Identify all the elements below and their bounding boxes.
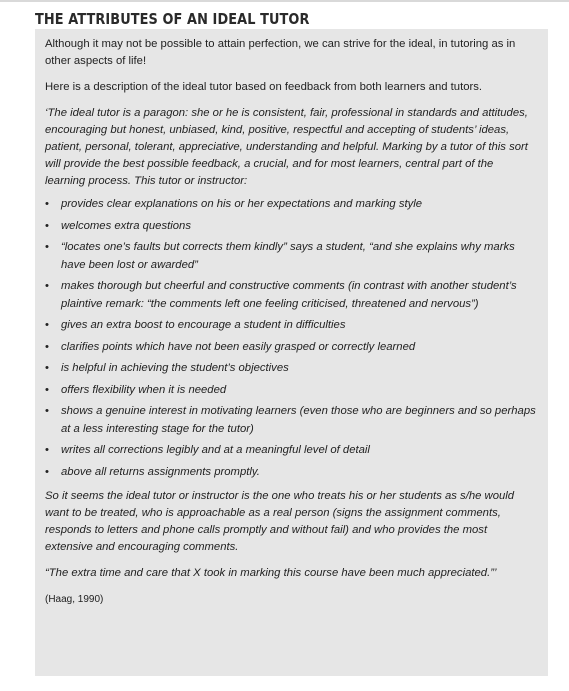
list-item <box>45 442 536 460</box>
list-item <box>45 339 536 357</box>
description-paragraph: Here is a description of the ideal tutor based on feedback from both learners and tutors. <box>45 81 483 93</box>
list-item <box>45 403 536 438</box>
bullet-icon: • <box>45 405 49 417</box>
citation: (Haag, 1990) <box>45 594 104 605</box>
content-box <box>35 29 548 676</box>
attribute-list <box>45 196 536 481</box>
bullet-icon: • <box>45 465 49 478</box>
conclusion-paragraph: So it seems the ideal tutor or instructor is the one who treats his or her students as s/he would want to be treated, who is approachable as a real person (signs the assignment comments, responds to letters and phone calls promptly and without fail) and who provides the most extensive and encouraging comments. <box>45 490 515 553</box>
top-divider <box>0 0 569 2</box>
bullet-icon: • <box>45 198 49 210</box>
list-item <box>45 360 536 378</box>
bullet-icon: • <box>45 219 49 232</box>
bullet-icon: • <box>45 241 49 253</box>
list-item-text: provides clear explanations on his or her expectations and marking style <box>61 198 423 210</box>
list-item <box>45 464 536 482</box>
list-item <box>45 317 536 335</box>
bullet-icon: • <box>45 362 49 374</box>
list-item <box>45 239 536 274</box>
list-item-text: clarifies points which have not been easily grasped or correctly learned <box>61 340 416 353</box>
quote-intro-paragraph: ‘The ideal tutor is a paragon: she or he is consistent, fair, professional in standards and attitudes, encouraging but honest, unbiased, kind, positive, respectful and accepting of students’ ideas, patient, personal, tolerant, appreciative, understanding and helpful. Marking by a tutor of this sort will provide the best possible feedback, a crucial, and for most learners, central part of the learning process. This tutor or instructor: <box>45 107 528 187</box>
list-item-text: “locates one’s faults but corrects them kindly” says a student, “and she explains why marks have been lost or awarded” <box>61 241 515 271</box>
list-item-text: above all returns assignments promptly. <box>61 465 260 478</box>
list-item <box>45 196 536 214</box>
list-item <box>45 218 536 236</box>
bullet-icon: • <box>45 383 49 396</box>
list-item-text: writes all corrections legibly and at a meaningful level of detail <box>61 444 370 456</box>
bullet-icon: • <box>45 280 49 292</box>
intro-paragraph: Although it may not be possible to attain perfection, we can strive for the ideal, in tutoring as in other aspects of life! <box>45 38 516 67</box>
list-item-text: welcomes extra questions <box>61 219 191 232</box>
list-item-text: is helpful in achieving the student’s objectives <box>61 362 289 374</box>
closing-quote: “The extra time and care that X took in marking this course have been much appreciated.”’ <box>45 567 497 579</box>
list-item-text: offers flexibility when it is needed <box>61 383 227 396</box>
bullet-icon: • <box>45 340 49 353</box>
list-item-text: shows a genuine interest in motivating learners (even those who are beginners and so perhaps at a less interesting stage for the tutor) <box>61 405 536 435</box>
page-title: THE ATTRIBUTES OF AN IDEAL TUTOR <box>35 10 310 28</box>
list-item-text: makes thorough but cheerful and constructive comments (in contrast with another student’s plaintive remark: “the comments left one feeling criticised, threatened and nervous”) <box>61 280 517 310</box>
bullet-icon: • <box>45 319 49 331</box>
list-item <box>45 382 536 400</box>
bullet-icon: • <box>45 444 49 456</box>
list-item-text: gives an extra boost to encourage a student in difficulties <box>61 319 346 331</box>
list-item <box>45 278 536 313</box>
